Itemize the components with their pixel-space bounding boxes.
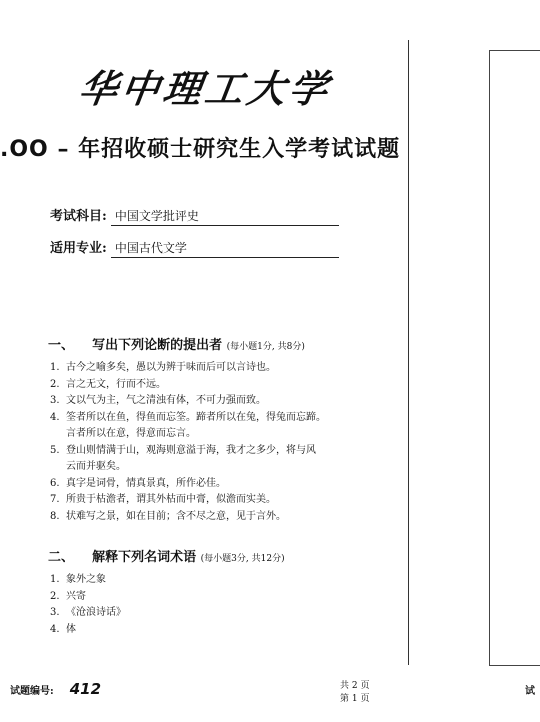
list-item: 4. 筌者所以在鱼，得鱼而忘筌。蹄者所以在兔，得兔而忘蹄。 — [50, 411, 326, 423]
list-item: 2. 兴寄 — [50, 590, 86, 602]
page-total: 共 2 页 — [340, 681, 370, 691]
subject-value: 中国文学批评史 — [111, 207, 339, 226]
page-count — [340, 680, 369, 706]
section1-note: (每小题1分, 共8分) — [226, 342, 305, 352]
next-page-border-top — [489, 50, 540, 51]
subject-label: 考试科目: — [50, 209, 107, 224]
list-item: 3. 《沧浪诗话》 — [50, 607, 126, 618]
page-border-right — [408, 40, 409, 665]
section1-number: 一、 — [48, 338, 75, 353]
exam-title — [0, 132, 400, 163]
exam-code-label: 试题编号: — [10, 686, 54, 697]
page-current: 第 1 页 — [340, 694, 370, 704]
title-dash: – — [57, 136, 70, 162]
next-page-border-bottom — [489, 665, 540, 666]
university-logo: 华中理工大学 — [76, 66, 335, 111]
list-item: 2. 言之无文，行而不远。 — [50, 378, 166, 390]
section1-title: 写出下列论断的提出者 — [92, 338, 223, 353]
exam-code — [10, 680, 101, 698]
major-field — [50, 237, 339, 258]
list-item: 言者所以在意，得意而忘言。 — [66, 428, 196, 439]
section2-heading — [48, 546, 285, 565]
list-item: 3. 文以气为主，气之清浊有体，不可力强而致。 — [50, 395, 266, 406]
list-item: 1. 古今之喻多矣，愚以为辨于味而后可以言诗也。 — [50, 362, 276, 373]
major-value: 中国古代文学 — [111, 239, 339, 258]
list-item: 8. 状难写之景，如在目前；含不尽之意，见于言外。 — [50, 510, 286, 522]
exam-year: .OO — [0, 137, 49, 162]
list-item: 7. 所贵于枯澹者，谓其外枯而中膏，似澹而实美。 — [50, 494, 276, 505]
list-item: 1. 象外之象 — [50, 574, 106, 585]
section1-list — [50, 360, 410, 525]
section2-title: 解释下列名词术语 — [92, 550, 197, 565]
list-item: 云而并驱矣。 — [66, 461, 126, 472]
section1-heading — [48, 334, 305, 353]
list-item: 4. 体 — [50, 623, 76, 635]
subject-field — [50, 205, 339, 226]
next-page-label-stub: 试 — [525, 686, 535, 697]
list-item: 6. 真字是词骨，情真景真，所作必佳。 — [50, 477, 226, 489]
exam-code-value: 412 — [69, 680, 102, 698]
exam-title-text: 年招收硕士研究生入学考试试题 — [78, 136, 401, 162]
section2-list — [50, 572, 410, 638]
major-label: 适用专业: — [50, 241, 107, 256]
list-item: 5. 登山则情满于山，观海则意溢于海，我才之多少，将与风 — [50, 444, 316, 456]
section2-number: 二、 — [48, 550, 75, 565]
next-page-border — [489, 50, 490, 665]
section2-note: (每小题3分, 共12分) — [200, 554, 285, 564]
